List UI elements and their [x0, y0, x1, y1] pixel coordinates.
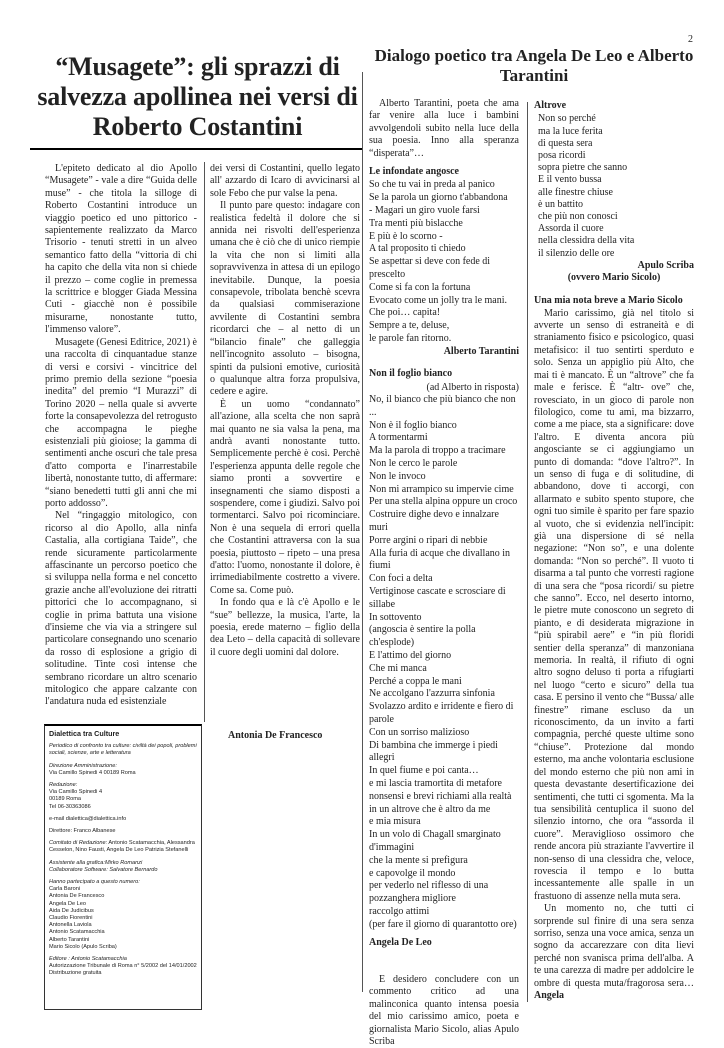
article-column-1	[45, 163, 197, 709]
contributor: Angela De Leo	[49, 900, 87, 907]
redaction-label: Redazione:	[49, 782, 78, 789]
poem-line: sopra pietre che sanno	[538, 162, 628, 174]
note-paragraph	[534, 903, 694, 1002]
poem-line: Con un sorriso malizioso	[369, 726, 470, 738]
poem-line: Porre argini o ripari di nebbie	[369, 534, 488, 546]
poem-line: Non so perché	[538, 113, 596, 125]
poem-line: in un altrove che è altro da me	[369, 803, 491, 815]
poem-line: Vertiginose cascate e scrosciare di sillabe	[369, 585, 506, 610]
contributor: Claudio Fiorentini	[49, 915, 93, 922]
poem-line: E più è lo scorno -	[369, 230, 443, 242]
contributor: Antonia De Francesco	[49, 893, 105, 900]
poem-line: Per una stella alpina oppure un croco	[369, 496, 518, 508]
poem-line: Con foci a delta	[369, 573, 433, 585]
poem-author: Angela De Leo	[369, 937, 432, 949]
poem-line: Se aspettar si deve con fede di prescelto	[369, 256, 491, 281]
poem-line: Alla furia di acque che divallano in fiumi	[369, 547, 511, 572]
paragraph: Il punto pare questo: indagare con realistica fedeltà il dolore che si annida nei risvolti dell'esperienza umana che è ciò che di unico riempie la vita che non si limiti alla sopravvivenza in attesa di un epilogo inevitabile. Dunque, la poesia consapevole, tribolata benchè scevra da qualsiasi commiserazione avvilente di Costantini sembra ricordarci che – al netto di un “bilancio finale” che galleggia nell'incognito assoluto – bisogna, spinti da pulsioni emotive, curiosità o qualunque altra forza propulsiva, cedere e agire.	[210, 200, 360, 398]
distribution: Distribuzione gratuita	[49, 970, 102, 977]
poem-line: Perché a coppa le mani	[369, 675, 462, 687]
poem-line: Assorda il cuore	[538, 223, 604, 235]
poem-line: è un battito	[538, 198, 583, 210]
page-number: 2	[688, 34, 693, 45]
admin-label: Direzione Amministrazione:	[49, 762, 117, 769]
author-signature: Antonia De Francesco	[228, 730, 323, 741]
poem-line: No, il bianco che più bianco che non ...	[369, 394, 516, 418]
poem-line: In quel fiume e poi canta…	[369, 765, 479, 777]
poem-line: Non mi arrampico su impervie cime	[369, 483, 514, 495]
contributor: Antonella Laviola	[49, 922, 92, 929]
poem-non-il-foglio-bianco	[369, 394, 519, 931]
poem-line: So che tu vai in preda al panico	[369, 179, 495, 191]
column-divider	[204, 162, 205, 722]
poem-line: Ma la parola di troppo a tracimare	[369, 445, 506, 457]
poem-line: il silenzio delle ore	[538, 247, 615, 259]
column-divider	[362, 72, 363, 992]
masthead-title: Dialettica tra Culture	[49, 729, 120, 738]
admin-address: Via Camillo Spinedi 4 00189 Roma	[49, 769, 136, 776]
poem-line: che la mente si prefigura	[369, 854, 468, 866]
email-link[interactable]: e-mail dialettica@dialettica.info	[49, 815, 127, 822]
paragraph: L'epiteto dedicato al dio Apollo “Musagete” - vale a dire “Guida delle muse” - che titola la silloge di Roberto Costantini introduce un viaggio poetico ed uno pittorico - sapientemente realizzato da Marco Trisorio - tenuti stretti in un alveo semantico fatto della “vittoria di chi ha capito che della vita non si chiede il prezzo – come coglie in premessa la scrittrice e blogger Giada Messina Cuti - giacchè non è possibile misurarne, nonostante tutto, l'immenso valore”.	[45, 163, 197, 336]
contributor: Mario Sicolo (Apulo Scriba)	[49, 943, 117, 950]
article-column-2	[210, 163, 360, 659]
contributor: Aida De Judicibus	[49, 907, 94, 914]
committee-label: Comitato di Redazione:	[49, 840, 108, 847]
paragraph: Nel “ringaggio mitologico, con ricorso al dio Apollo, alla ninfa Castalia, alla cortigiana Taide”, che rende sicuramente particolarmente affascinante un percorso poetico che si sviluppa nella forma e nel concetto grazie anche all'evoluzione dei ritratti pittorici che lo accompagnano, si coglie in prima battuta una visione d'insieme che via via a stringere sul particolare consegnando uno scenario da rosso di esplosione a grigio di solitudine. Tinte così intense che sembrano ricordare un altro scenario mitologico che appare calzante con l'andatura nuda ed esistenziale	[45, 510, 197, 708]
software-collaborator: Collaboratore Software: Salvatore Bernardo	[49, 866, 158, 873]
poem-line: Che poi… capita!	[369, 307, 441, 319]
paragraph: È un uomo “condannato” all'azione, alla scelta che non saprà mai quanto ne sia valsa la pena, ma andrà avanti nonostante tutto. Semplicemente perchè è così. Perchè l'esperienza appunta delle regole che siamo pronti a sovvertire e insegnamenti che siamo disposti a sospendere, come i giudizi. Salvo poi tormentarci. Salvo poi ricominciare. Non è una sequela di errori quella che Costantini attraversa con la sua poesia, piuttosto – ripeto – una presa d'atto: l'uomo, nonostante il dolore, è irrimediabilmente costretto a vivere. Come sa. Come può.	[210, 398, 360, 596]
poem-line: Sempre a te, deluse,	[369, 320, 450, 332]
title-divider	[30, 148, 362, 150]
contributor: Antonio Scatamacchia	[49, 929, 105, 936]
poem-line: E l'attimo del giorno	[369, 649, 452, 661]
article-title-musagete: “Musagete”: gli sprazzi di salvezza apollinea nei versi di Roberto Costantini	[37, 52, 358, 141]
poem-line: e mi lascia tramortita di metafore	[369, 777, 502, 789]
intro-paragraph: Alberto Tarantini, poeta che ama far venire alla luce i bambini avvolgendoli subito nella luce della sua poesia. Inno alla speranza “disperata”…	[369, 98, 519, 159]
article-column-4	[534, 100, 694, 1002]
director: Direttore: Franco Albanese	[49, 828, 116, 835]
poem-line: nella clessidra della vita	[538, 235, 635, 247]
contributor: Alberto Tarantini	[49, 936, 90, 943]
poem-line: raccolgo attimi	[369, 905, 430, 917]
poem-infondate-angosce	[369, 179, 519, 345]
closing-paragraph: E desidero concludere con un commento critico ad una malinconica quanto intensa poesia del mio carissimo amico, poeta e giornalista Mario Sicolo, alias Apulo Scriba	[369, 973, 519, 1047]
poem-line: Di bambina che immerge i piedi allegri	[369, 739, 498, 764]
poem-altrove	[534, 113, 694, 259]
committee: Antonio Scatamacchia, Alessandra Cesselon, Nino Fausti, Angela De Leo Patrizia Stefanelli	[49, 840, 195, 854]
poem-line: Che mi manca	[369, 662, 427, 674]
contributors-label: Hanno partecipato a questo numero:	[49, 879, 140, 886]
poem-line: che più non conosci	[538, 211, 618, 223]
poem-line: - Magari un giro vuole farsi	[369, 205, 480, 217]
redaction-city: 00189 Roma	[49, 796, 82, 803]
contributor: Carla Baroni	[49, 886, 81, 893]
poem-title: Altrove	[534, 100, 567, 111]
paragraph: dei versi di Costantini, quello legato all' azzardo di Icaro di avvicinarsi al sole Febo che pur valse la pena.	[210, 163, 360, 199]
authorization: Autorizzazione Tribunale di Roma n° 5/2002 del 14/01/2002	[49, 963, 197, 970]
note-text: Un momento no, che tutti ci sorprende sul finire di una sera senza sorriso, senza una voce amica, senza un sogno da accarezzare con dita lievi perché non svanisca prima dell'alba. A te una carezza di madre per addolcire le ombre di questa muta/fragorosa sera…	[534, 903, 694, 989]
editor: Editore : Antonio Scatamacchia	[49, 956, 127, 963]
poem-author-alias: (ovvero Mario Sicolo)	[567, 272, 661, 284]
poem-line: di questa sera	[538, 137, 593, 149]
poem-line: e mia misura	[369, 816, 421, 828]
poem-line: Svolazzo ardito e irridente e fiero di parole	[369, 701, 514, 725]
graphic-assistant: Assistente alla grafica:Mirko Romanzi	[49, 859, 143, 866]
poem-line: per vederlo nel riflesso di una pozzanghera migliore	[369, 880, 489, 905]
poem-line: A tormentarmi	[369, 432, 428, 444]
poem-line: Se la parola un giorno t'abbandona	[369, 192, 508, 204]
column-divider	[527, 102, 528, 1002]
poem-line: Non le invoco	[369, 470, 426, 482]
poem-line: In un volo di Chagall smarginato d'immagini	[369, 829, 501, 853]
poem-line: Costruire dighe devo e innalzare muri	[369, 509, 499, 533]
poem-line: (per fare il giorno di quarantotto ore)	[369, 918, 517, 930]
poem-line: Non le cerco le parole	[369, 458, 458, 469]
poem-title: Non il foglio bianco	[369, 368, 453, 380]
paragraph: In fondo qua e là c'è Apollo e le “sue” bellezze, la musica, l'arte, la poesia, erede materno – figlio della dea Leto – della capacità di sollevare il cuore degli uomini dal dolore.	[210, 597, 360, 658]
redaction-address: Via Camillo Spinedi 4	[49, 789, 103, 796]
masthead-box	[44, 724, 202, 1010]
poem-line: le parole fan ritorno.	[369, 333, 452, 344]
poem-title: Le infondate angosce	[369, 166, 459, 178]
poem-line: (angoscia è sentire la polla ch'esplode)	[369, 624, 476, 649]
poem-author: Alberto Tarantini	[443, 345, 519, 357]
redaction-tel: Tel 06-30363086	[49, 803, 91, 810]
poem-line: ma la luce ferita	[538, 125, 603, 137]
poem-author: Apulo Scriba	[637, 259, 694, 271]
poem-line: Tra menti più bislacche	[369, 217, 463, 229]
note-title: Una mia nota breve a Mario Sicolo	[534, 294, 683, 306]
poem-line: Come si fa con la fortuna	[369, 281, 471, 293]
masthead-subtitle: Periodico di confronto tra culture: civiltà dei popoli, problemi sociali, scienze, arte e letteratura	[49, 743, 197, 757]
poem-line: nonsensi e brevi richiami alla realtà	[369, 790, 512, 802]
poem-line: e capovolge il mondo	[369, 867, 456, 879]
poem-line: posa ricordi	[538, 150, 586, 162]
poem-line: Non è il foglio bianco	[369, 419, 457, 431]
article-column-3	[369, 98, 519, 1048]
poem-line: In sottovento	[369, 611, 422, 623]
poem-line: Evocato come un jolly tra le mani.	[369, 294, 508, 306]
note-signature: Angela	[534, 990, 564, 1001]
poem-line: A tal proposito ti chiedo	[369, 243, 466, 255]
poem-line: Ne accolgano l'azzurra sinfonia	[369, 688, 495, 700]
poem-dedication: (ad Alberto in risposta)	[426, 381, 519, 393]
note-paragraph: Mario carissimo, già nel titolo si avverte un senso di estraneità e di straniamento fisico e psicologico, quasi metafisico: il tuo sentirti sperduto e solo. Senza un appiglio più Alto, che mai ti è mancato. È un “altrove” che fa male e ferisce. È “altr- ove” che, rovesciato, in un gioco di parole non filologico, come tu ami, ma bizzarro, come a me piace, sta a significare: dove l'altro. E diventa ancora più angosciante se ci aggiungiamo un punto di domanda: “dove l'altro?”. In un senso di fuga e di solitudine, di abbandono, dove ti accorgi, con allarmato e subito spento stupore, che ogni tuo simile è sparito per fare spazio al vuoto, che si evidenzia nell'incipit: già una dispersione di sé nella negazione: “Non so”, e una dolente domanda: “Non so perché”. Il vuoto ti disarma a tal punto che vorresti ragione di una sera che “posa ricordi/ su pietre che sanno”. Ecco, nel deserto intorno, le pietre mute conoscono un segreto di pianto, e di desiderata migrazione in “più spirabil aere” e “in più floridi sentier della speranza” di manzoniana memoria. In realtà, il rifiuto di ogni altro sogno deluso ti porta a rifugiarti nel luogo “certo e sicuro” della tua casa. E persino il vento che “Bussa/ alle finestre” rimane escluso da un riconoscimento, da un invito a farti compagnia, perché queste ultime sono “chiuse”. Protezione dal mondo esterno, ma anche volontaria esclusione del mondo esterno che più non ami in questa devastante desertificazione dei sentimenti, che tutti ci sgomenta. Ma la tua sensibilità centuplica il suono del silenzio intorno, che ora “assorda il cuore”. Meraviglioso ossimoro che rende ancora più straziante l'avvertire il non-senso di una clessidra che, veloce, rovescia il tempo e lo butta incessantemente alle spalle in un frastuono di assenze nella muta sera.	[534, 307, 694, 902]
paragraph: Musagete (Genesi Editrice, 2021) è una raccolta di cinquantadue stanze di versi e corsivi - vincitrice del primo premio della sezione “poesia inedita” del premio “I Murazzi” di Torino 2020 – nella quale si avverte forte la consapevolezza del retrogusto che accompagna le pieghe esistenziali più gioiose; la gamma di sentimenti anche oscuri che tale presa d'atto comporta e l'inarrestabile libertà, nonostante tutto, di affermare: “siano benedetti tutti gli anni che mi porto addosso”.	[45, 336, 197, 509]
poem-line: alle finestre chiuse	[538, 186, 613, 198]
article-title-dialogo: Dialogo poetico tra Angela De Leo e Alberto Tarantini	[374, 46, 694, 85]
poem-line: E il vento bussa	[538, 174, 602, 186]
